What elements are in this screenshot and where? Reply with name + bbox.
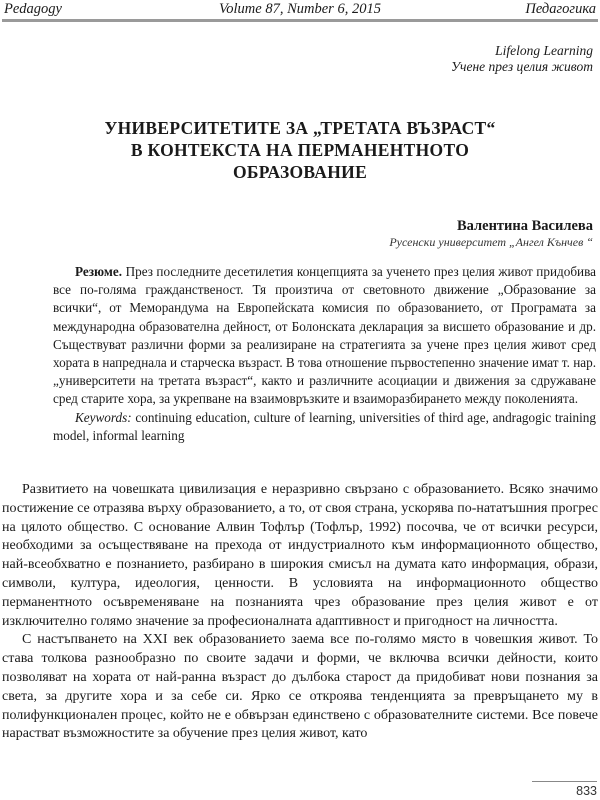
abstract-text: През последните десетилетия концепцията за ученето през целия живот придобива все по-голяма гражданственост. Тя произтича от световното движение „Образование за всички“, от Меморандума на Европейската комисия по образованието, от Програмата за международна образователна дейност, от Болонската декларация за висшето образование и др. Съществуват различни форми за реализиране на стратегията за учене през целия живот сред хората в напреднала и старческа възраст. В това отношение първостепенно значение имат т. нар. „университети на третата възраст“, както и различните асоциации и движения за сдружаване сред старите хора, за укрепване на взаимовръзките и взаиморазбирането между поколенията.: [53, 264, 596, 407]
section-label-english: Lifelong Learning: [495, 43, 593, 58]
page-number: 833: [576, 784, 597, 798]
abstract: [53, 263, 596, 445]
running-head-journal-bg: Педагогика: [525, 1, 596, 17]
title-line: В КОНТЕКСТА НА ПЕРМАНЕНТНОТО: [130, 140, 470, 160]
running-head-journal-en: Pedagogy: [4, 1, 62, 17]
title-line: УНИВЕРСИТЕТИТЕ ЗА „ТРЕТАТА ВЪЗРАСТ“: [104, 118, 496, 138]
article-title: [40, 117, 560, 183]
section-label-bulgarian: Учене през целия живот: [450, 59, 593, 74]
body-paragraph: С настъпването на XXI век образованието заема все по-голямо място в човешкия живот. То става толкова разнообразно по своите задачи и форми, че включва всички дейности, които позволяват на хората от най-ранна възраст до дълбока старост да придобиват нови познания за света, за другите хора и за себе си. Ярко се откроява тенденцията за превръщането му в полифункционален процес, който не е обвързан единствено с образователните системи. Все повече нарастват възможностите за обучение през целия живот, като: [2, 632, 598, 742]
header-divider: [2, 19, 598, 22]
keywords-paragraph: [53, 409, 596, 445]
footer-divider: [532, 781, 597, 782]
abstract-paragraph: [53, 263, 596, 409]
running-head: [2, 0, 598, 20]
keywords-label: Keywords:: [75, 409, 132, 425]
running-head-volume: Volume 87, Number 6, 2015: [219, 1, 381, 17]
body-text: [2, 481, 598, 744]
title-line: ОБРАЗОВАНИЕ: [232, 162, 368, 182]
author-name: Валентина Василева: [456, 218, 593, 234]
body-paragraph: Развитието на човешката цивилизация е неразривно свързано с образованието. Всяко значимо постижение се отразява върху образованието, а то, от своя страна, ускорява по-нататъшния прогрес на цялото общество. С основание Алвин Тофлър (Тофлър, 1992) посочва, че от всички ресурси, необходими за осъществяване на прехода от индустриалното към информационното общество, най-всеобхватно е познанието, разбирано в широкия смисъл на думата като информация, образи, символи, култура, идеология, ценности. В условията на информационното общество перманентното осъвременяване на познанията чрез образование през целия живот е от изключително голямо значение за професионалната адаптивност и пригодност на личността.: [2, 482, 598, 629]
abstract-label: Резюме.: [75, 264, 123, 279]
author-block: [389, 218, 593, 250]
keywords-text: continuing education, culture of learning, universities of third age, andragogic training model, informal learning: [53, 409, 596, 443]
author-affiliation: Русенски университет „Ангел Кънчев “: [389, 235, 593, 249]
section-label: [451, 43, 593, 75]
